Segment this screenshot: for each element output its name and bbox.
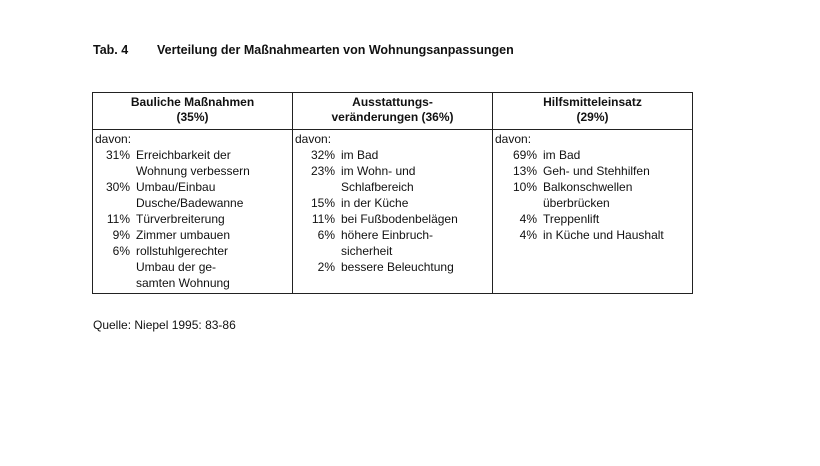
header-bauliche-line1: Bauliche Maßnahmen	[130, 95, 255, 109]
percent-value: 15%	[310, 196, 335, 210]
list-item	[95, 211, 290, 227]
measure-text: im Wohn- und Schlafbereich	[341, 164, 416, 194]
measure-text: Treppenlift	[543, 212, 600, 226]
percent-value: 2%	[317, 260, 335, 274]
measure-text: Erreichbarkeit der Wohnung verbessern	[136, 148, 250, 178]
list-item	[295, 227, 490, 259]
measure-text: Zimmer umbauen	[136, 228, 231, 242]
measures-table	[92, 92, 693, 294]
percent-value: 10%	[512, 180, 537, 194]
percent-value: 69%	[512, 148, 537, 162]
list-item	[95, 147, 290, 179]
header-hilfsmittel-line2: (29%)	[576, 110, 609, 124]
header-bauliche-line2: (35%)	[176, 110, 209, 124]
list-item	[495, 163, 690, 179]
cell-bauliche	[93, 130, 293, 294]
body-row	[93, 130, 693, 294]
percent-value: 32%	[310, 148, 335, 162]
list-item	[295, 147, 490, 163]
measure-text: bei Fußbodenbelägen	[341, 212, 458, 226]
header-ausstattung-line2: veränderungen (36%)	[331, 110, 454, 124]
percent-value: 13%	[512, 164, 537, 178]
list-item	[495, 147, 690, 163]
percent-value: 11%	[311, 212, 335, 226]
list-item	[295, 211, 490, 227]
percent-value: 30%	[105, 180, 130, 194]
header-ausstattung-line1: Ausstattungs-	[352, 95, 433, 109]
measure-text: rollstuhlgerechter Umbau der ge- samten Wohnung	[136, 244, 230, 290]
list-item	[295, 163, 490, 195]
measure-text: Balkonschwellen überbrücken	[543, 180, 633, 210]
davon-label: davon:	[95, 132, 132, 146]
list-item	[495, 211, 690, 227]
header-row	[93, 93, 693, 130]
davon-label: davon:	[295, 132, 332, 146]
davon-label: davon:	[495, 132, 532, 146]
header-bauliche	[93, 93, 293, 130]
list-item	[95, 243, 290, 291]
source-note: Quelle: Niepel 1995: 83-86	[93, 318, 236, 332]
percent-value: 6%	[112, 244, 130, 258]
measure-text: in der Küche	[341, 196, 409, 210]
list-item	[95, 227, 290, 243]
measure-text: bessere Beleuchtung	[341, 260, 454, 274]
list-item	[295, 259, 490, 275]
measure-text: im Bad	[341, 148, 379, 162]
percent-value: 6%	[317, 228, 335, 242]
percent-value: 9%	[112, 228, 130, 242]
measure-text: höhere Einbruch- sicherheit	[341, 228, 434, 258]
header-hilfsmittel	[493, 93, 693, 130]
table-number: Tab. 4	[93, 43, 129, 57]
list-item	[495, 227, 690, 243]
list-item	[495, 179, 690, 211]
percent-value: 31%	[105, 148, 130, 162]
header-hilfsmittel-line1: Hilfsmitteleinsatz	[543, 95, 642, 109]
cell-hilfsmittel	[493, 130, 693, 294]
cell-ausstattung	[293, 130, 493, 294]
percent-value: 4%	[519, 212, 537, 226]
measure-text: Umbau/Einbau Dusche/Badewanne	[136, 180, 244, 210]
measure-text: in Küche und Haushalt	[543, 228, 664, 242]
percent-value: 11%	[106, 212, 130, 226]
list-item	[95, 179, 290, 211]
table-caption	[93, 43, 514, 57]
measure-text: im Bad	[543, 148, 581, 162]
list-item	[295, 195, 490, 211]
measure-text: Türverbreiterung	[136, 212, 225, 226]
measure-text: Geh- und Stehhilfen	[543, 164, 650, 178]
table-title: Verteilung der Maßnahmearten von Wohnungsanpassungen	[157, 43, 514, 57]
percent-value: 23%	[310, 164, 335, 178]
header-ausstattung	[293, 93, 493, 130]
percent-value: 4%	[519, 228, 537, 242]
